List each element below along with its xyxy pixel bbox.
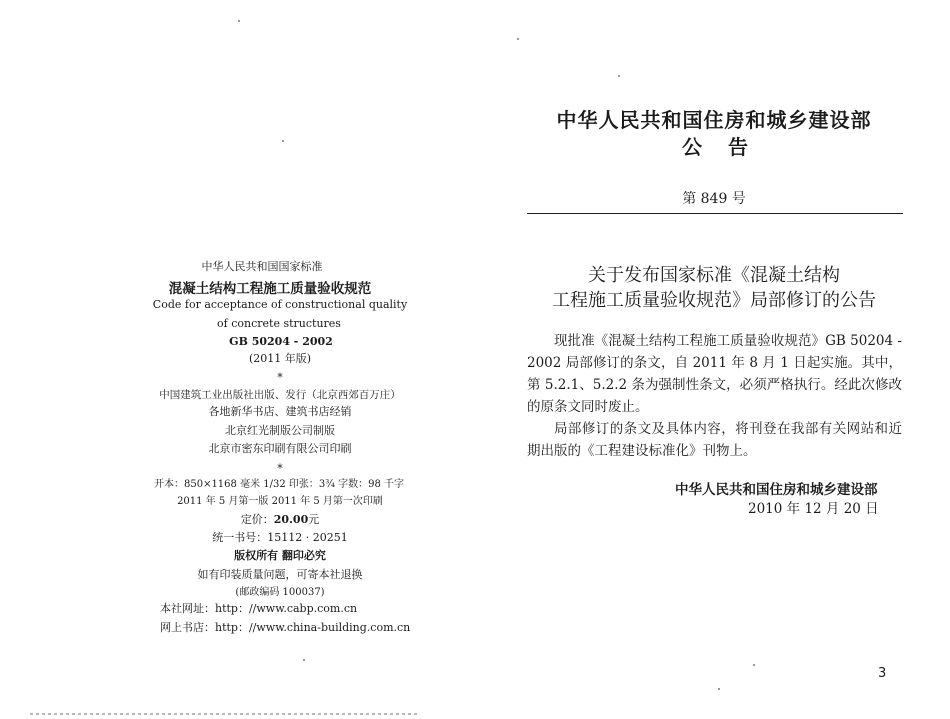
scan-speck — [753, 664, 755, 666]
separator-star: * — [277, 462, 283, 475]
notice-title-line2: 工程施工质量验收规范》局部修订的公告 — [552, 290, 876, 311]
postcode: (邮政编码 100037) — [235, 587, 325, 598]
price-label: 定价： — [240, 513, 274, 526]
standard-code: GB 50204 - 2002 — [229, 335, 333, 348]
format-specs: 开本：850×1168 毫米 1/32 印张：3¾ 字数：98 千字 — [153, 479, 405, 490]
copyright-line: 版权所有 翻印必究 — [234, 549, 326, 562]
title-chinese: 混凝土结构工程施工质量验收规范 — [168, 281, 372, 297]
publisher-line: 中国建筑工业出版社出版、发行（北京西郊百万庄） — [159, 389, 401, 401]
announcement-number: 第 849 号 — [682, 191, 746, 207]
isbn-line: 统一书号：15112 · 20251 — [212, 531, 348, 544]
title-english-line1: Code for acceptance of constructional quality — [152, 298, 408, 311]
return-notice: 如有印装质量问题，可寄本社退换 — [197, 568, 363, 581]
body-paragraph-1: 现批准《混凝土结构工程施工质量验收规范》GB 50204 - 2002 局部修订的条文，自 2011 年 8 月 1 日起实施。其中，第 5.2.1、5.2.2 条为强制性条文，必须严格执行。经此次修改的原条文同时废止。 — [527, 333, 902, 415]
price-unit: 元 — [308, 513, 320, 526]
divider-line — [527, 213, 903, 214]
distributor-line: 各地新华书店、建筑书店经销 — [208, 405, 352, 418]
ministry-heading: 中华人民共和国住房和城乡建设部 — [556, 108, 872, 132]
printing-info: 2011 年 5 月第一版 2011 年 5 月第一次印刷 — [177, 496, 383, 507]
separator-star: * — [277, 371, 283, 384]
online-store: 网上书店：http：//www.china-building.com.cn — [160, 621, 411, 634]
printer-line: 北京市密东印刷有限公司印刷 — [208, 442, 352, 455]
standard-series: 中华人民共和国国家标准 — [201, 260, 323, 273]
scan-speck — [303, 659, 305, 661]
notice-title-line1: 关于发布国家标准《混凝土结构 — [588, 265, 840, 286]
scan-speck — [718, 688, 720, 690]
announcement-heading: 公告 — [682, 135, 774, 159]
title-english-line2: of concrete structures — [217, 317, 341, 330]
plate-maker-line: 北京红光制版公司制版 — [225, 424, 335, 437]
body-paragraph-2: 局部修订的条文及具体内容，将刊登在我部有关网站和近期出版的《工程建设标准化》刊物上。 — [527, 421, 902, 459]
scan-speck — [517, 38, 519, 40]
page-number: 3 — [878, 666, 887, 681]
publisher-website: 本社网址：http：//www.cabp.com.cn — [160, 602, 358, 615]
issue-date: 2010 年 12 月 20 日 — [748, 501, 879, 517]
scan-speck — [618, 75, 620, 77]
edition: (2011 年版) — [248, 352, 312, 365]
price-value: 20.00 — [273, 513, 309, 526]
scan-speck — [238, 20, 240, 22]
scan-speck — [282, 140, 284, 142]
price-line — [241, 513, 319, 527]
signature-ministry: 中华人民共和国住房和城乡建设部 — [675, 482, 878, 498]
scan-edge-noise — [30, 713, 420, 715]
